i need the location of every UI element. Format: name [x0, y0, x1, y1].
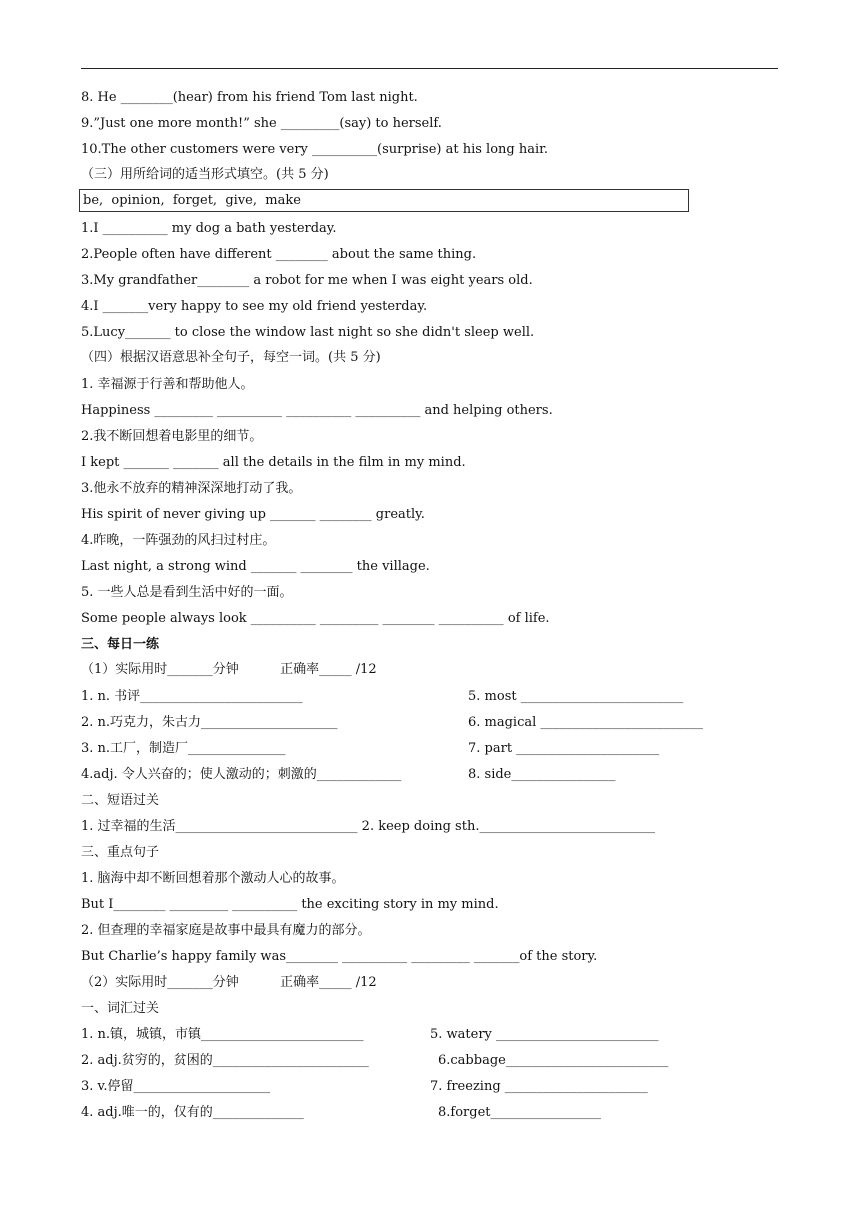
section-title: 三、每日一练 — [81, 637, 160, 652]
section-heading: （四）根据汉语意思补全句子，每空一词。(共 5 分) — [81, 350, 381, 365]
vocab-item: 7. freezing ______________________ — [430, 1079, 648, 1094]
word-box-text: be, opinion, forget, give, make — [83, 193, 301, 208]
fill-line: His spirit of never giving up _______ ________ greatly. — [81, 507, 425, 522]
practice-header: （1）实际用时_______分钟 正确率_____ /12 — [81, 662, 377, 677]
fill-line: 4.I _______very happy to see my old friend yesterday. — [81, 299, 428, 314]
sentence-line: But Charlie’s happy family was________ __________ _________ _______of the story. — [81, 949, 598, 964]
vocab-item: 5. most _________________________ — [468, 689, 684, 704]
vocab-item: 4.adj. 令人兴奋的；使人激动的；刺激的_____________ — [81, 767, 402, 782]
fill-line: 2.我不断回想着电影里的细节。 — [81, 429, 263, 444]
phrase-line: 1. 过幸福的生活____________________________ 2. keep doing sth.___________________________ — [81, 819, 655, 834]
vocab-item: 6. magical _________________________ — [468, 715, 703, 730]
vocab-item: 8.forget_________________ — [438, 1105, 601, 1120]
fill-line: 3.My grandfather________ a robot for me when I was eight years old. — [81, 273, 533, 288]
fill-line: 1. 幸福源于行善和帮助他人。 — [81, 377, 254, 392]
vocab-item: 2. n.巧克力，朱古力_____________________ — [81, 715, 338, 730]
fill-line: I kept _______ _______ all the details in the film in my mind. — [81, 455, 466, 470]
fill-line: 2.People often have different ________ about the same thing. — [81, 247, 477, 262]
section-heading: （三）用所给词的适当形式填空。(共 5 分) — [81, 167, 329, 182]
fill-line: Some people always look __________ _________ ________ __________ of life. — [81, 611, 550, 626]
exercise-line: 8. He ________(hear) from his friend Tom last night. — [81, 90, 418, 105]
fill-line: 5.Lucy_______ to close the window last night so she didn't sleep well. — [81, 325, 535, 340]
vocab-item: 3. n.工厂，制造厂_______________ — [81, 741, 286, 756]
fill-line: 4.昨晚，一阵强劲的风扫过村庄。 — [81, 533, 276, 548]
vocab-item: 8. side________________ — [468, 767, 616, 782]
exercise-line: 9.”Just one more month!” she _________(say) to herself. — [81, 116, 442, 131]
subsection-title: 二、短语过关 — [81, 793, 160, 808]
fill-line: Happiness _________ __________ __________ __________ and helping others. — [81, 403, 553, 418]
vocab-item: 2. adj.贫穷的，贫困的________________________ — [81, 1053, 369, 1068]
fill-line: 5. 一些人总是看到生活中好的一面。 — [81, 585, 293, 600]
vocab-item: 1. n.镇，城镇，市镇_________________________ — [81, 1027, 364, 1042]
exercise-line: 10.The other customers were very __________(surprise) at his long hair. — [81, 142, 549, 157]
practice-header: （2）实际用时_______分钟 正确率_____ /12 — [81, 975, 377, 990]
sentence-line: 1. 脑海中却不断回想着那个激动人心的故事。 — [81, 871, 345, 886]
fill-line: Last night, a strong wind _______ ________ the village. — [81, 559, 430, 574]
fill-line: 3.他永不放弃的精神深深地打动了我。 — [81, 481, 302, 496]
vocab-item: 6.cabbage_________________________ — [438, 1053, 669, 1068]
subsection-title: 三、重点句子 — [81, 845, 160, 860]
sentence-line: But I________ _________ __________ the exciting story in my mind. — [81, 897, 499, 912]
fill-line: 1.I __________ my dog a bath yesterday. — [81, 221, 337, 236]
vocab-item: 3. v.停留_____________________ — [81, 1079, 270, 1094]
header-rule — [81, 68, 778, 69]
vocab-item: 1. n. 书评_________________________ — [81, 689, 303, 704]
sentence-line: 2. 但查理的幸福家庭是故事中最具有魔力的部分。 — [81, 923, 371, 938]
vocab-item: 5. watery _________________________ — [430, 1027, 659, 1042]
vocab-item: 4. adj.唯一的，仅有的______________ — [81, 1105, 304, 1120]
vocab-item: 7. part ______________________ — [468, 741, 660, 756]
subsection-title: 一、词汇过关 — [81, 1001, 160, 1016]
